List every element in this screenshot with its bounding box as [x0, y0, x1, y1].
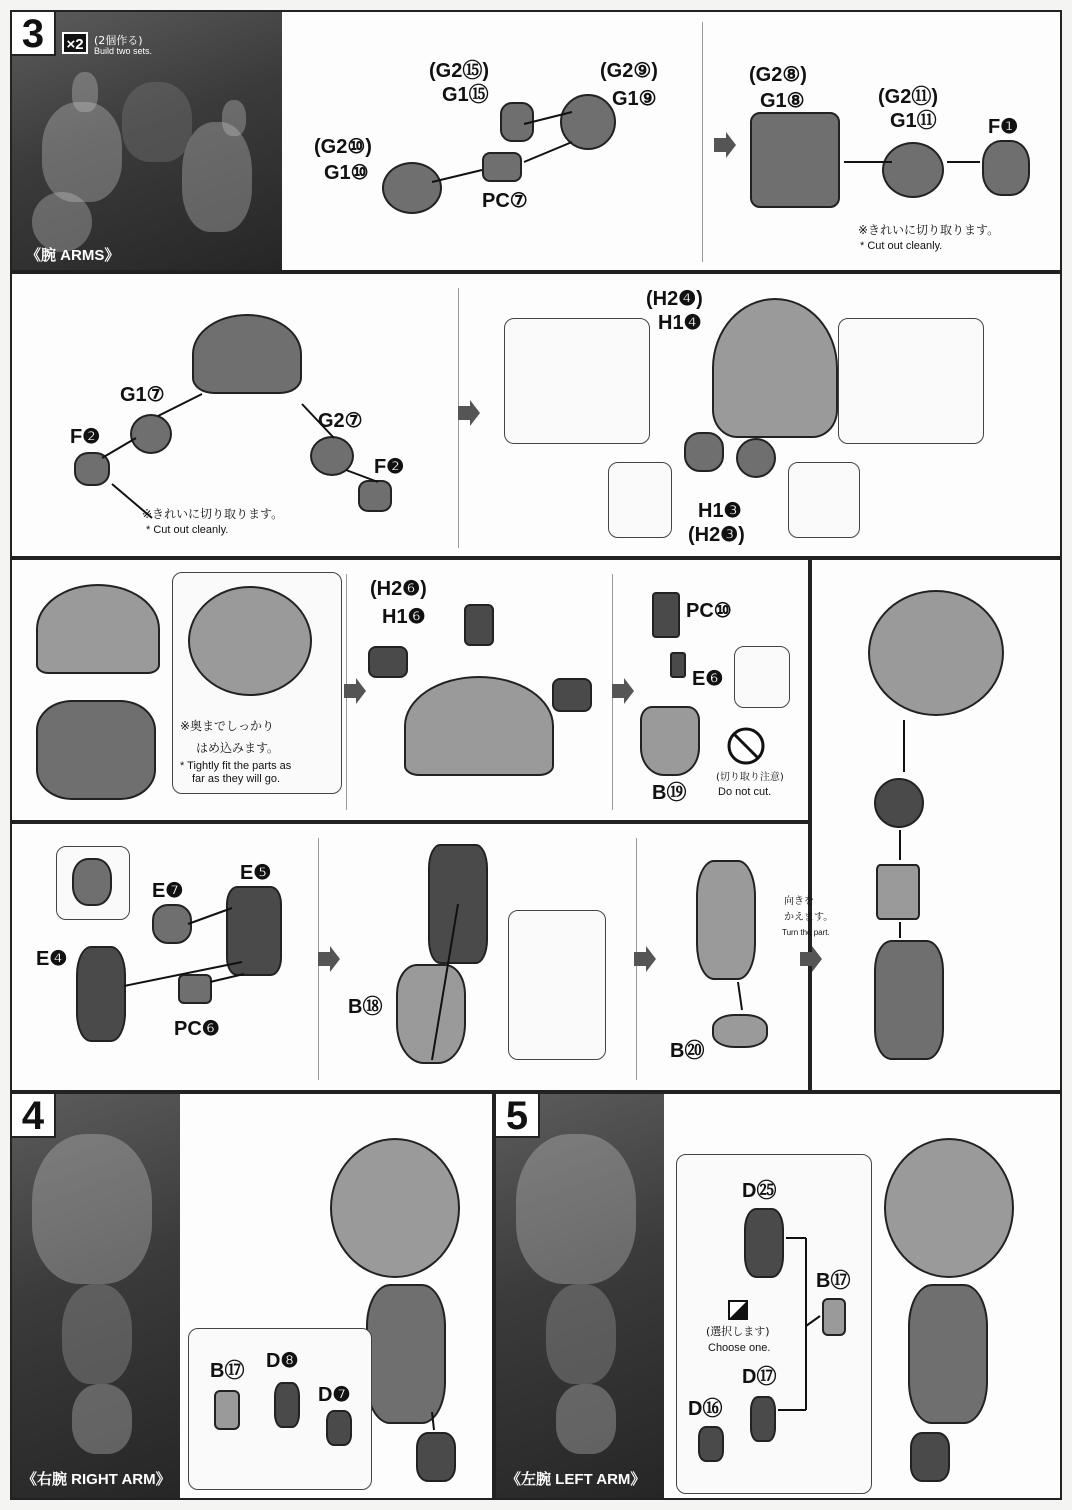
part-label: E❻: [692, 668, 724, 690]
part-label: (G2⑧): [749, 64, 807, 86]
part-label: G1⑦: [120, 384, 165, 406]
part-label: G2⑦: [318, 410, 363, 432]
part-label: G1⑮: [442, 84, 489, 106]
part-label: (H2❹): [646, 288, 703, 310]
part-label: D❽: [266, 1350, 299, 1372]
step-number-4: 4: [12, 1094, 56, 1138]
fit-note-en-1: * Tightly fit the parts as: [180, 760, 292, 772]
part-label: B⑲: [652, 782, 687, 804]
part-shoulder-armor: [404, 676, 554, 776]
part-label: (H2❸): [688, 524, 745, 546]
fit-note-en-2: far as they will go.: [192, 773, 281, 785]
cut-note-ja: ※きれいに切り取ります。: [858, 223, 1000, 237]
do-not-cut-en: Do not cut.: [718, 786, 772, 798]
cut-note-ja: ※きれいに切り取ります。: [142, 507, 284, 521]
part-label: B⑰: [210, 1360, 245, 1382]
part-label: F❷: [374, 456, 405, 478]
choose-note-en: Choose one.: [708, 1342, 771, 1354]
part-pc10: [652, 592, 680, 638]
step3-row4-panel: [10, 822, 834, 1092]
part-label: (G2⑪): [878, 86, 938, 108]
part-e6: [670, 652, 686, 678]
step4-caption: 《右腕 RIGHT ARM》: [22, 1471, 171, 1488]
part-h1-6-left: [368, 646, 408, 678]
assembly-arrows: [12, 274, 1064, 560]
sets-note-ja: (2個作る): [94, 34, 143, 47]
part-shoulder-inner: [36, 700, 156, 800]
part-label: PC⑦: [482, 190, 528, 212]
part-label: (G2⑮): [429, 60, 489, 82]
cut-note-en: * Cut out cleanly.: [860, 240, 943, 252]
part-label: G1⑩: [324, 162, 369, 184]
step-number-5: 5: [496, 1094, 540, 1138]
part-label: PC❻: [174, 1018, 220, 1040]
part-label: G1⑧: [760, 90, 805, 112]
part-label: (G2⑨): [600, 60, 658, 82]
part-label: PC⑩: [686, 600, 732, 622]
part-label: D㉕: [742, 1180, 777, 1202]
multiplier-badge: ×2: [62, 32, 88, 54]
assembly-arrows: [12, 824, 812, 1094]
next-step-arrow: [342, 676, 368, 706]
part-label: B⑰: [816, 1270, 851, 1292]
part-b19: [640, 706, 700, 776]
turn-note-ja-1: 向きを: [784, 896, 814, 907]
step3-row1-panel: [10, 10, 1062, 272]
step5-panel: [494, 1092, 1062, 1500]
part-label: D⑰: [742, 1366, 777, 1388]
sets-note-en: Build two sets.: [94, 46, 153, 56]
step3-row2-panel: [10, 272, 1062, 558]
assembly-arrows: [12, 12, 1064, 274]
part-h1-6-top: [464, 604, 494, 646]
part-label: H1❻: [382, 606, 426, 628]
part-shoulder-detail: [188, 586, 312, 696]
step5-caption: 《左腕 LEFT ARM》: [506, 1471, 646, 1488]
part-label: E❹: [36, 948, 68, 970]
part-label: E❺: [240, 862, 272, 884]
step3-assembly-column: [810, 558, 1062, 1092]
part-h1-assembly: [36, 584, 160, 674]
part-label: D❼: [318, 1384, 351, 1406]
assembly-arrows: [496, 1094, 1064, 1502]
part-label: E❼: [152, 880, 184, 902]
step3-row3-panel: [10, 558, 810, 822]
cut-note-en: * Cut out cleanly.: [146, 524, 229, 536]
part-label: H1❸: [698, 500, 742, 522]
next-step-arrow: [610, 676, 636, 706]
part-h1-6-right: [552, 678, 592, 712]
step-number-3: 3: [12, 12, 56, 56]
part-label: F❶: [988, 116, 1019, 138]
turn-note-en: Turn the part.: [782, 928, 830, 937]
part-label: G1⑨: [612, 88, 657, 110]
do-not-cut-ja: (切り取り注意): [716, 772, 784, 783]
detail-inset-e6: [734, 646, 790, 708]
assembly-arrows: [812, 560, 1064, 1094]
step4-panel: [10, 1092, 494, 1500]
choose-note-ja: (選択します): [706, 1325, 770, 1338]
fit-note-ja-2: はめ込みます。: [196, 741, 280, 755]
part-label: (H2❻): [370, 578, 427, 600]
fit-note-ja-1: ※奥までしっかり: [180, 719, 275, 733]
part-label: (G2⑩): [314, 136, 372, 158]
part-label: B⑱: [348, 996, 383, 1018]
part-label: F❷: [70, 426, 101, 448]
do-not-cut-icon: [726, 726, 766, 766]
part-label: D⑯: [688, 1398, 723, 1420]
part-label: H1❹: [658, 312, 702, 334]
part-label: B⑳: [670, 1040, 705, 1062]
part-label: G1⑪: [890, 110, 937, 132]
assembly-arrows: [12, 1094, 496, 1502]
step3-caption: 《腕 ARMS》: [26, 247, 120, 264]
turn-note-ja-2: かえます。: [784, 912, 834, 923]
